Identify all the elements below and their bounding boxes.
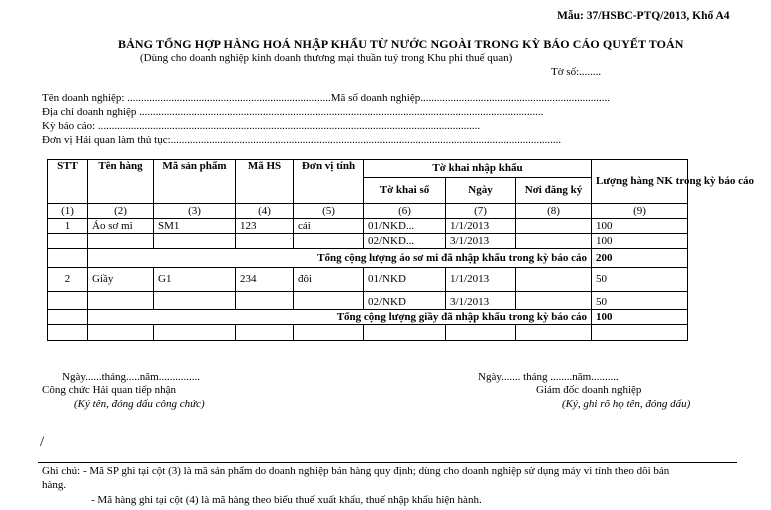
company-field: Tên doanh nghiệp: ..........................................................................Mã số doanh nghiệp..................................................................... xyxy=(42,92,610,104)
cell-declaration-no: 01/NKD... xyxy=(364,219,446,234)
header-unit: Đơn vị tính xyxy=(294,160,364,204)
divider-line xyxy=(38,462,737,463)
total-row xyxy=(48,249,688,268)
header-stt: STT xyxy=(48,160,88,204)
header-item: Tên hàng xyxy=(88,160,154,204)
cell-quantity: 100 xyxy=(592,234,688,249)
header-hs: Mã HS xyxy=(236,160,294,204)
period-field: Kỳ báo cáo: ........................................................................................................................................... xyxy=(42,120,481,132)
header-declaration-no: Tờ khai số xyxy=(364,178,446,204)
col-number: (4) xyxy=(236,204,294,219)
cell-quantity: 100 xyxy=(592,219,688,234)
left-signature-title: Công chức Hải quan tiếp nhận xyxy=(42,384,176,396)
cell-product-code: SM1 xyxy=(154,219,236,234)
col-number: (5) xyxy=(294,204,364,219)
document-subtitle: (Dùng cho doanh nghiệp kinh doanh thương mại thuần tuý trong Khu phi thuế quan) xyxy=(140,52,513,64)
cell-item: Áo sơ mi xyxy=(88,219,154,234)
table-row xyxy=(48,292,688,310)
note-line-1-cont: hàng. xyxy=(42,479,67,491)
sheet-number: Tờ số:........ xyxy=(551,66,602,78)
col-number: (6) xyxy=(364,204,446,219)
total-label: Tổng cộng lượng áo sơ mi đã nhập khẩu trong kỳ báo cáo xyxy=(88,249,592,268)
right-signature-note: (Ký, ghi rõ họ tên, đóng dấu) xyxy=(562,398,691,410)
header-declaration-group: Tờ khai nhập khẩu xyxy=(364,160,592,178)
import-summary-table xyxy=(47,159,754,341)
header-product-code: Mã sản phẩm xyxy=(154,160,236,204)
cell-place xyxy=(516,292,592,310)
cell-stt: 2 xyxy=(48,268,88,292)
col-number: (9) xyxy=(592,204,688,219)
table-row xyxy=(48,268,688,292)
cell-place xyxy=(516,219,592,234)
empty-row xyxy=(48,325,688,341)
total-label: Tổng cộng lượng giầy đã nhập khẩu trong kỳ báo cáo xyxy=(88,310,592,325)
cell-date: 3/1/2013 xyxy=(446,234,516,249)
note-line-1: Ghi chú: - Mã SP ghi tại cột (3) là mã sản phẩm do doanh nghiệp bán hàng quy định; dùng cho doanh nghiệp sử dụng máy vi tính theo dõi bán xyxy=(42,465,670,477)
cell-unit: đôi xyxy=(294,268,364,292)
table-row xyxy=(48,219,688,234)
customs-field: Đơn vị Hải quan làm thủ tục:.............................................................................................................................................. xyxy=(42,134,562,146)
cell-date: 1/1/2013 xyxy=(446,268,516,292)
slash-mark: / xyxy=(40,434,45,450)
cell-hs: 123 xyxy=(236,219,294,234)
note-line-2: - Mã hàng ghi tại cột (4) là mã hàng theo biểu thuế xuất khẩu, thuế nhập khẩu hiện hành. xyxy=(91,494,482,506)
right-signature-date: Ngày....... tháng ........năm.......... xyxy=(478,371,619,383)
cell-declaration-no: 02/NKD xyxy=(364,292,446,310)
header-place: Nơi đăng ký xyxy=(516,178,592,204)
cell-declaration-no: 02/NKD... xyxy=(364,234,446,249)
cell-hs: 234 xyxy=(236,268,294,292)
table-row xyxy=(48,234,688,249)
total-value: 200 xyxy=(592,249,688,268)
column-number-row xyxy=(48,204,688,219)
left-signature-note: (Ký tên, đóng dấu công chức) xyxy=(74,398,205,410)
cell-place xyxy=(516,268,592,292)
right-signature-title: Giám đốc doanh nghiệp xyxy=(536,384,642,396)
cell-date: 3/1/2013 xyxy=(446,292,516,310)
document-title: BẢNG TỔNG HỢP HÀNG HOÁ NHẬP KHẨU TỪ NƯỚC NGOÀI TRONG KỲ BÁO CÁO QUYẾT TOÁN xyxy=(118,37,684,51)
col-number: (1) xyxy=(48,204,88,219)
form-number: Mẫu: 37/HSBC-PTQ/2013, Khổ A4 xyxy=(557,10,730,22)
cell-quantity: 50 xyxy=(592,292,688,310)
total-value: 100 xyxy=(592,310,688,325)
header-date: Ngày xyxy=(446,178,516,204)
header-quantity: Lượng hàng NK trong kỳ báo cáo xyxy=(592,160,688,204)
cell-place xyxy=(516,234,592,249)
cell-unit: cái xyxy=(294,219,364,234)
cell-product-code: G1 xyxy=(154,268,236,292)
col-number: (3) xyxy=(154,204,236,219)
cell-date: 1/1/2013 xyxy=(446,219,516,234)
col-number: (2) xyxy=(88,204,154,219)
total-row xyxy=(48,310,688,325)
cell-item: Giầy xyxy=(88,268,154,292)
cell-declaration-no: 01/NKD xyxy=(364,268,446,292)
cell-stt: 1 xyxy=(48,219,88,234)
col-number: (8) xyxy=(516,204,592,219)
address-field: Địa chỉ doanh nghiệp ................................................................................................................................................... xyxy=(42,106,544,118)
col-number: (7) xyxy=(446,204,516,219)
left-signature-date: Ngày......tháng.....năm............... xyxy=(62,371,200,383)
cell-quantity: 50 xyxy=(592,268,688,292)
